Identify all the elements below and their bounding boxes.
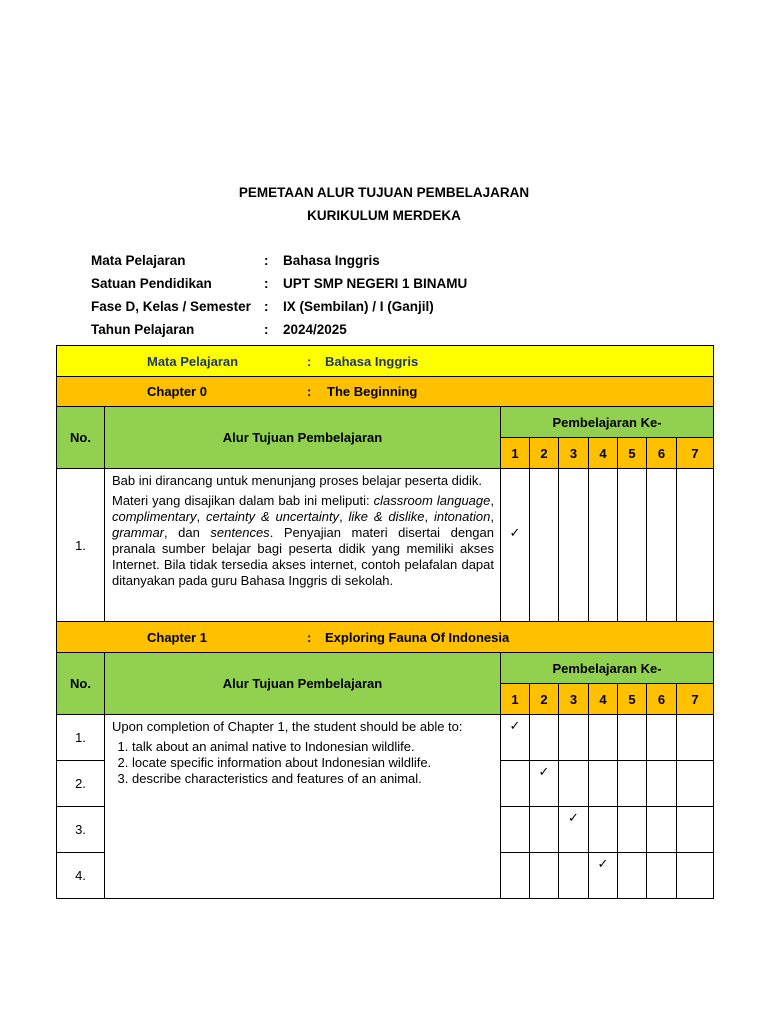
header-atp: Alur Tujuan Pembelajaran <box>105 407 501 469</box>
checkmark-cell <box>530 807 559 853</box>
checkmark-cell <box>677 715 714 761</box>
checkmark-cell <box>530 469 559 622</box>
checkmark-cell <box>501 715 530 761</box>
checkmark-cell <box>647 715 677 761</box>
chapter0-colon: : <box>307 384 312 399</box>
check-icon: ✓ <box>597 856 609 871</box>
chapter0-row <box>57 469 714 622</box>
checkmark-cell <box>618 853 647 899</box>
checkmark-cell <box>559 715 589 761</box>
row-number: 1. <box>57 715 105 761</box>
checkmark-cell <box>618 715 647 761</box>
meeting-header: 2 <box>530 438 559 469</box>
checkmark-cell <box>530 761 559 807</box>
meta-colon: : <box>264 276 269 291</box>
check-icon: ✓ <box>509 525 521 540</box>
chapter0-description <box>105 469 501 622</box>
document-title: PEMETAAN ALUR TUJUAN PEMBELAJARAN <box>238 185 530 200</box>
meta-value: IX (Sembilan) / I (Ganjil) <box>283 299 434 314</box>
meeting-header: 7 <box>677 684 714 715</box>
header-pembelajaran-ke: Pembelajaran Ke- <box>501 653 714 684</box>
checkmark-cell <box>501 469 530 622</box>
checkmark-cell <box>647 807 677 853</box>
meeting-header: 7 <box>677 438 714 469</box>
objective-item: 1. talk about an animal native to Indonesian wildlife. <box>132 739 494 755</box>
checkmark-cell <box>647 853 677 899</box>
topic: intonation <box>433 509 491 524</box>
chapter1-row <box>57 715 714 761</box>
meta-value: 2024/2025 <box>283 322 347 337</box>
topic: classroom language <box>373 493 491 508</box>
row-number: 1. <box>57 469 105 622</box>
checkmark-cell <box>559 807 589 853</box>
checkmark-cell <box>618 469 647 622</box>
checkmark-cell <box>559 853 589 899</box>
meta-value: Bahasa Inggris <box>283 253 380 268</box>
objective-item: 2. locate specific information about Indonesian wildlife. <box>132 755 494 771</box>
meeting-header: 3 <box>559 438 589 469</box>
topic: certainty & uncertainty <box>205 509 340 524</box>
subject-band-value: Bahasa Inggris <box>325 353 419 369</box>
checkmark-cell <box>647 761 677 807</box>
meeting-header: 6 <box>647 684 677 715</box>
checkmark-cell <box>677 853 714 899</box>
checkmark-cell <box>589 853 618 899</box>
text-fragment: Materi yang disajikan dalam bab ini meliputi: <box>112 493 374 508</box>
checkmark-cell <box>677 807 714 853</box>
row-number: 3. <box>57 807 105 853</box>
header-atp: Alur Tujuan Pembelajaran <box>105 653 501 715</box>
check-icon: ✓ <box>568 810 579 825</box>
checkmark-cell <box>647 469 677 622</box>
meta-label: Mata Pelajaran <box>91 253 186 268</box>
checkmark-cell <box>501 807 530 853</box>
meeting-header: 5 <box>618 438 647 469</box>
checkmark-cell <box>589 761 618 807</box>
chapter1-intro: Upon completion of Chapter 1, the student should be able to: <box>112 719 463 734</box>
check-icon: ✓ <box>509 718 521 733</box>
subject-band-label: Mata Pelajaran <box>147 353 239 369</box>
atp-table <box>56 345 714 899</box>
meeting-header: 1 <box>501 438 530 469</box>
header-no: No. <box>57 653 105 715</box>
checkmark-cell <box>501 853 530 899</box>
meeting-header: 2 <box>530 684 559 715</box>
checkmark-cell <box>501 761 530 807</box>
header-pembelajaran-ke: Pembelajaran Ke- <box>501 407 714 438</box>
chapter0-band <box>57 377 714 407</box>
text-fragment: , dan <box>164 525 211 540</box>
subject-band <box>57 346 714 377</box>
checkmark-cell <box>677 761 714 807</box>
meta-colon: : <box>264 299 269 314</box>
checkmark-cell <box>530 853 559 899</box>
checkmark-cell <box>618 761 647 807</box>
document-subtitle: KURIKULUM MERDEKA <box>307 208 461 223</box>
meeting-header: 3 <box>559 684 589 715</box>
checkmark-cell <box>589 469 618 622</box>
subject-band-colon: : <box>307 353 312 369</box>
chapter0-name: The Beginning <box>327 384 418 399</box>
meta-colon: : <box>264 253 269 268</box>
meeting-header: 6 <box>647 438 677 469</box>
topic: sentences <box>210 525 270 540</box>
meeting-header: 1 <box>501 684 530 715</box>
checkmark-cell <box>677 469 714 622</box>
meta-colon: : <box>264 322 269 337</box>
topic: complimentary <box>112 509 197 524</box>
objective-item: 3. describe characteristics and features of an animal. <box>132 771 494 787</box>
chapter1-band <box>57 622 714 653</box>
checkmark-cell <box>618 807 647 853</box>
checkmark-cell <box>559 469 589 622</box>
checkmark-cell <box>589 807 618 853</box>
meta-label: Satuan Pendidikan <box>91 276 212 291</box>
checkmark-cell <box>589 715 618 761</box>
meeting-header: 4 <box>589 438 618 469</box>
objective-list <box>112 739 494 787</box>
meta-label: Fase D, Kelas / Semester <box>91 299 251 314</box>
check-icon: ✓ <box>538 764 550 779</box>
row-number: 4. <box>57 853 105 899</box>
meeting-header: 4 <box>589 684 618 715</box>
chapter1-label: Chapter 1 <box>147 629 207 645</box>
chapter1-description <box>105 715 501 899</box>
chapter1-name: Exploring Fauna Of Indonesia <box>325 629 510 645</box>
checkmark-cell <box>530 715 559 761</box>
meta-value: UPT SMP NEGERI 1 BINAMU <box>283 276 468 291</box>
checkmark-cell <box>559 761 589 807</box>
topic: grammar <box>112 525 165 540</box>
header-no: No. <box>57 407 105 469</box>
chapter1-colon: : <box>307 629 312 645</box>
meta-label: Tahun Pelajaran <box>91 322 195 337</box>
row-number: 2. <box>57 761 105 807</box>
topic: like & dislike <box>348 509 425 524</box>
text-fragment: . Penyajian materi disertai dengan pranala sumber belajar bagi peserta didik yang memiliki akses Internet. Bila tidak tersedia akses internet, contoh pelafalan dapat ditanyakan pada guru Bahasa Inggris di sekolah. <box>112 525 494 588</box>
chapter0-paragraph-2: Materi yang disajikan dalam bab ini meliputi: classroom language, complimentary, certainty & uncertainty, like & dislike, intonation, grammar, dan sentences. Penyajian materi disertai dengan pranala sumber belajar bagi peserta didik yang memiliki akses Internet. Bila tidak tersedia akses internet, contoh pelafalan dapat ditanyakan pada guru Bahasa Inggris di sekolah. <box>112 493 494 588</box>
chapter0-label: Chapter 0 <box>147 384 207 399</box>
chapter0-paragraph-1: Bab ini dirancang untuk menunjang proses belajar peserta didik. <box>112 473 483 488</box>
meeting-header: 5 <box>618 684 647 715</box>
